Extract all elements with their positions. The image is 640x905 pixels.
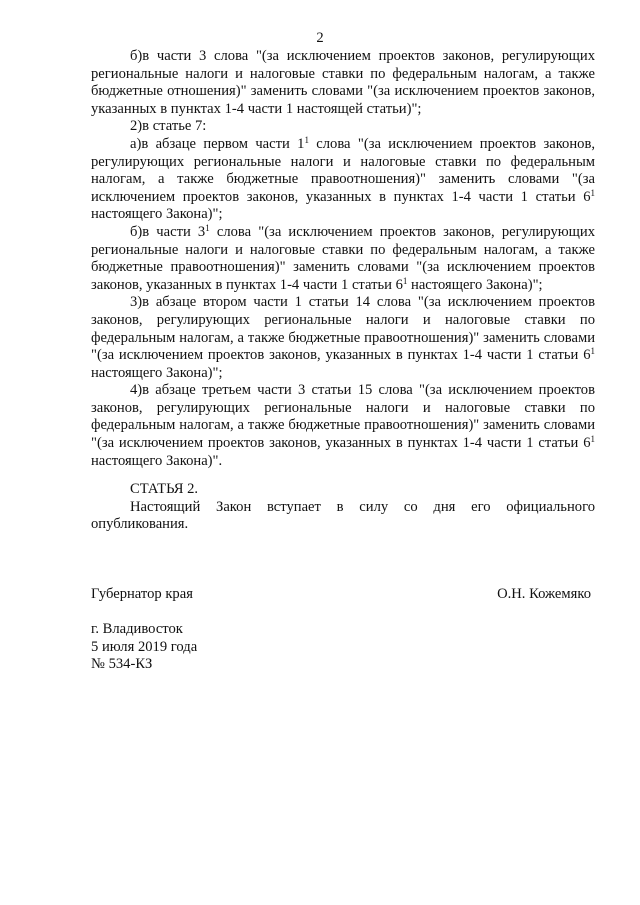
superscript-index: 1	[590, 434, 595, 445]
amendment-paragraph	[91, 224, 595, 294]
page-number: 2	[316, 30, 324, 46]
text-run: слова "(за исключением проектов законов, регулирующих региональные налоги и налоговые ставки по федеральным налогам, а также бюджетные правоотношения)" заменить словами "(за исключением проектов законов, указанных в пунктах 1-4 части 1 статьи 6	[91, 223, 595, 293]
law-footer	[91, 621, 197, 674]
superscript-index: 1	[205, 222, 210, 233]
text-run: б)в части 3	[130, 223, 206, 240]
text-run: б)в части 3 слова "(за исключением проектов законов, регулирующих региональные налоги и налоговые ставки по федеральным налогам, а также бюджетные отношения)" заменить словами "(за исключением проектов законов, указанных в пунктах 1-4 части 1 настоящей статьи)";	[91, 48, 595, 117]
superscript-index: 1	[402, 275, 408, 286]
text-run: 3)в абзаце втором части 1 статьи 14 слова "(за исключением проектов законов, регулирующих региональные налоги и налоговые ставки по федеральным налогам, а также бюджетные правоотношения)" заменить словами "(за исключением проектов законов, указанных в пунктах 1-4 части 1 статьи 6	[91, 294, 595, 364]
text-run: настоящего Закона)";	[91, 364, 223, 381]
text-run: слова "(за исключением проектов законов, регулирующих региональные налоги и налоговые ставки по федеральным налогам, а также бюджетные правоотношения)" заменить словами "(за исключением проектов законов, указанных в пунктах 1-4 части 1 статьи 6	[91, 135, 595, 205]
signature-block	[91, 586, 595, 604]
text-run: настоящего Закона)".	[91, 452, 223, 469]
amendment-paragraph	[91, 382, 595, 470]
amendment-paragraph	[91, 118, 595, 136]
text-run: 4)в абзаце третьем части 3 статьи 15 слова "(за исключением проектов законов, регулирующих региональные налоги и налоговые ставки по федеральным налогам, а также бюджетные правоотношения)" заменить словами "(за исключением проектов законов, указанных в пунктах 1-4 части 1 статьи 6	[91, 382, 595, 452]
amendment-paragraph	[91, 294, 595, 382]
amendment-paragraph	[91, 48, 595, 118]
text-run: настоящего Закона)";	[91, 206, 223, 223]
superscript-index: 1	[590, 187, 595, 198]
city: г. Владивосток	[91, 621, 183, 637]
text-run: 2)в статье 7:	[130, 118, 207, 135]
amendment-paragraph	[91, 136, 595, 224]
article-heading: СТАТЬЯ 2.	[130, 481, 199, 497]
article-text: Настоящий Закон вступает в силу со дня его официального опубликования.	[91, 498, 595, 533]
text-run: настоящего Закона)";	[407, 276, 543, 293]
signatory-name: О.Н. Кожемяко	[497, 586, 591, 602]
superscript-index: 1	[304, 134, 309, 145]
superscript-index: 1	[590, 346, 595, 357]
law-number: № 534-КЗ	[91, 656, 153, 673]
adoption-date: 5 июля 2019 года	[91, 638, 198, 655]
amendments-list	[91, 48, 595, 470]
signatory-post: Губернатор края	[91, 586, 193, 602]
article-2	[91, 481, 595, 534]
text-run: а)в абзаце первом части 1	[130, 135, 305, 152]
